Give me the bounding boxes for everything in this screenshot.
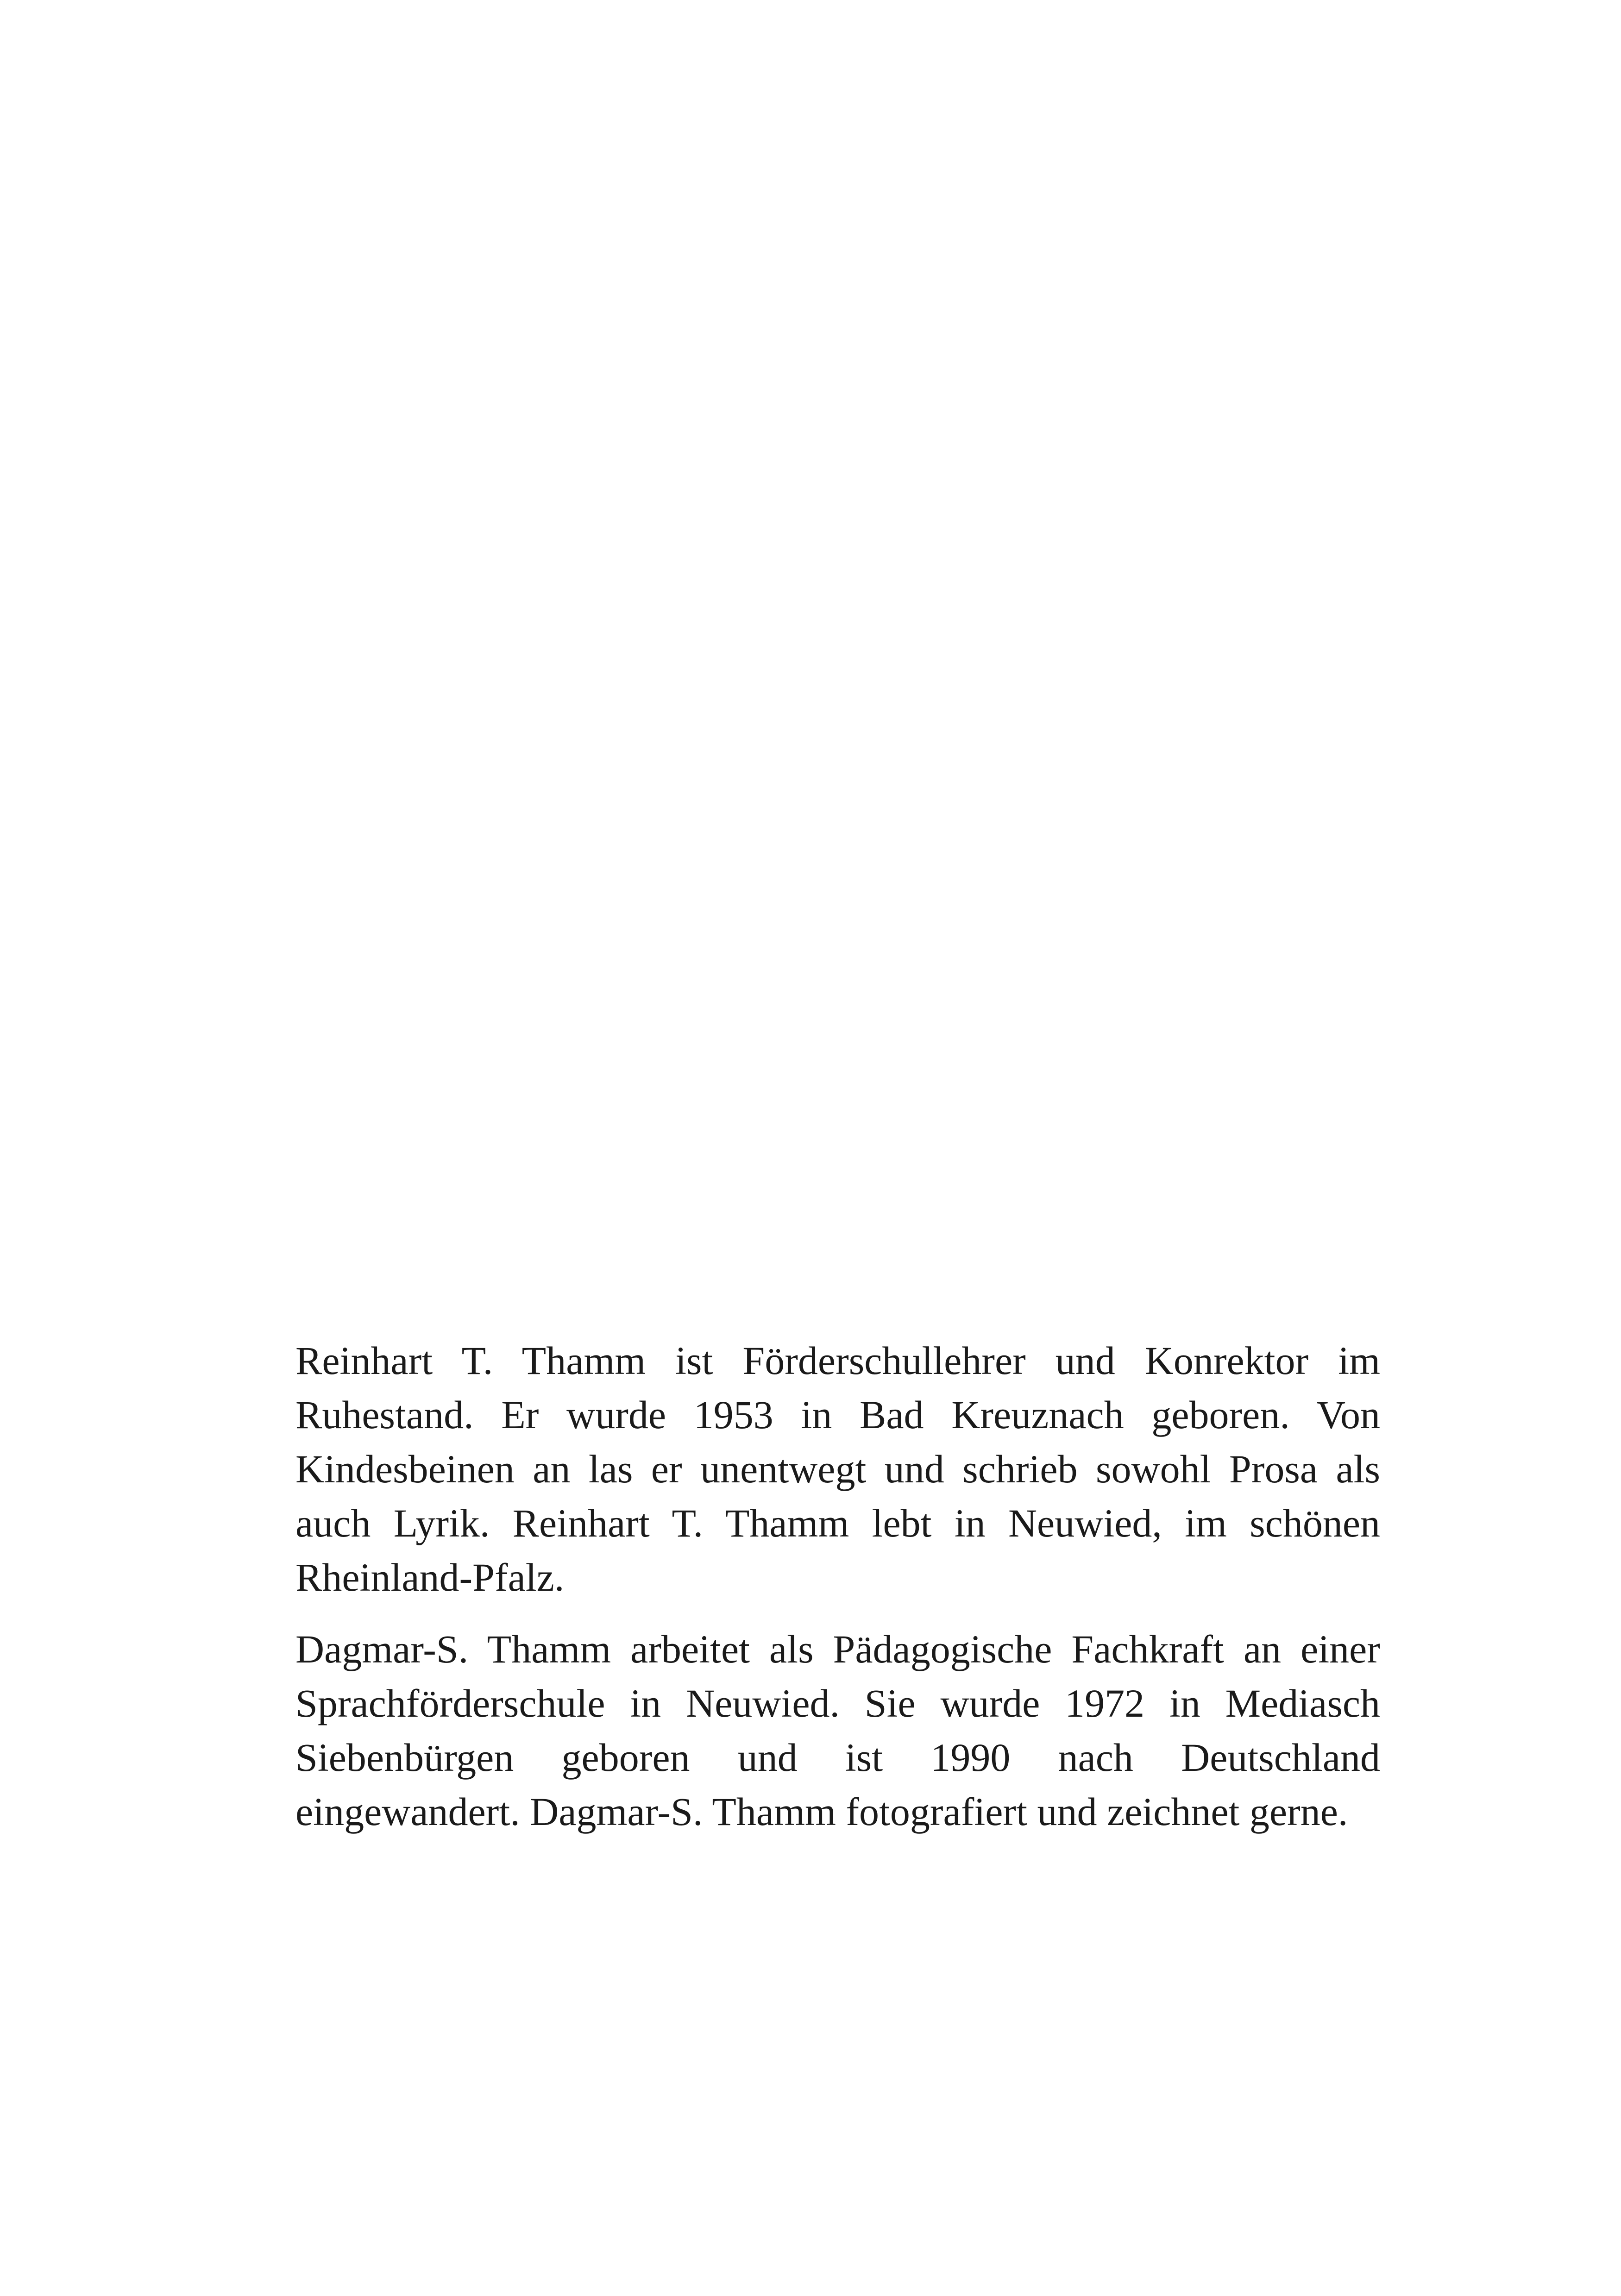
bio-paragraph-dagmar: Dagmar-S. Thamm arbeitet als Pädagogische Fachkraft an einer Sprachförderschule in Neuwied. Sie wurde 1972 in Mediasch Siebenbürgen geboren und ist 1990 nach Deutschland eingewandert. Dagmar-S. Thamm fotografiert und zeichnet gerne. (295, 1627, 1380, 1834)
bio-paragraph-reinhart: Reinhart T. Thamm ist Förderschullehrer und Konrektor im Ruhestand. Er wurde 1953 in Bad Kreuznach geboren. Von Kindesbeinen an las er unentwegt und schrieb sowohl Prosa als auch Lyrik. Reinhart T. Thamm lebt in Neuwied, im schönen Rheinland-Pfalz. (295, 1338, 1380, 1600)
author-bio-section (295, 1334, 1380, 1839)
